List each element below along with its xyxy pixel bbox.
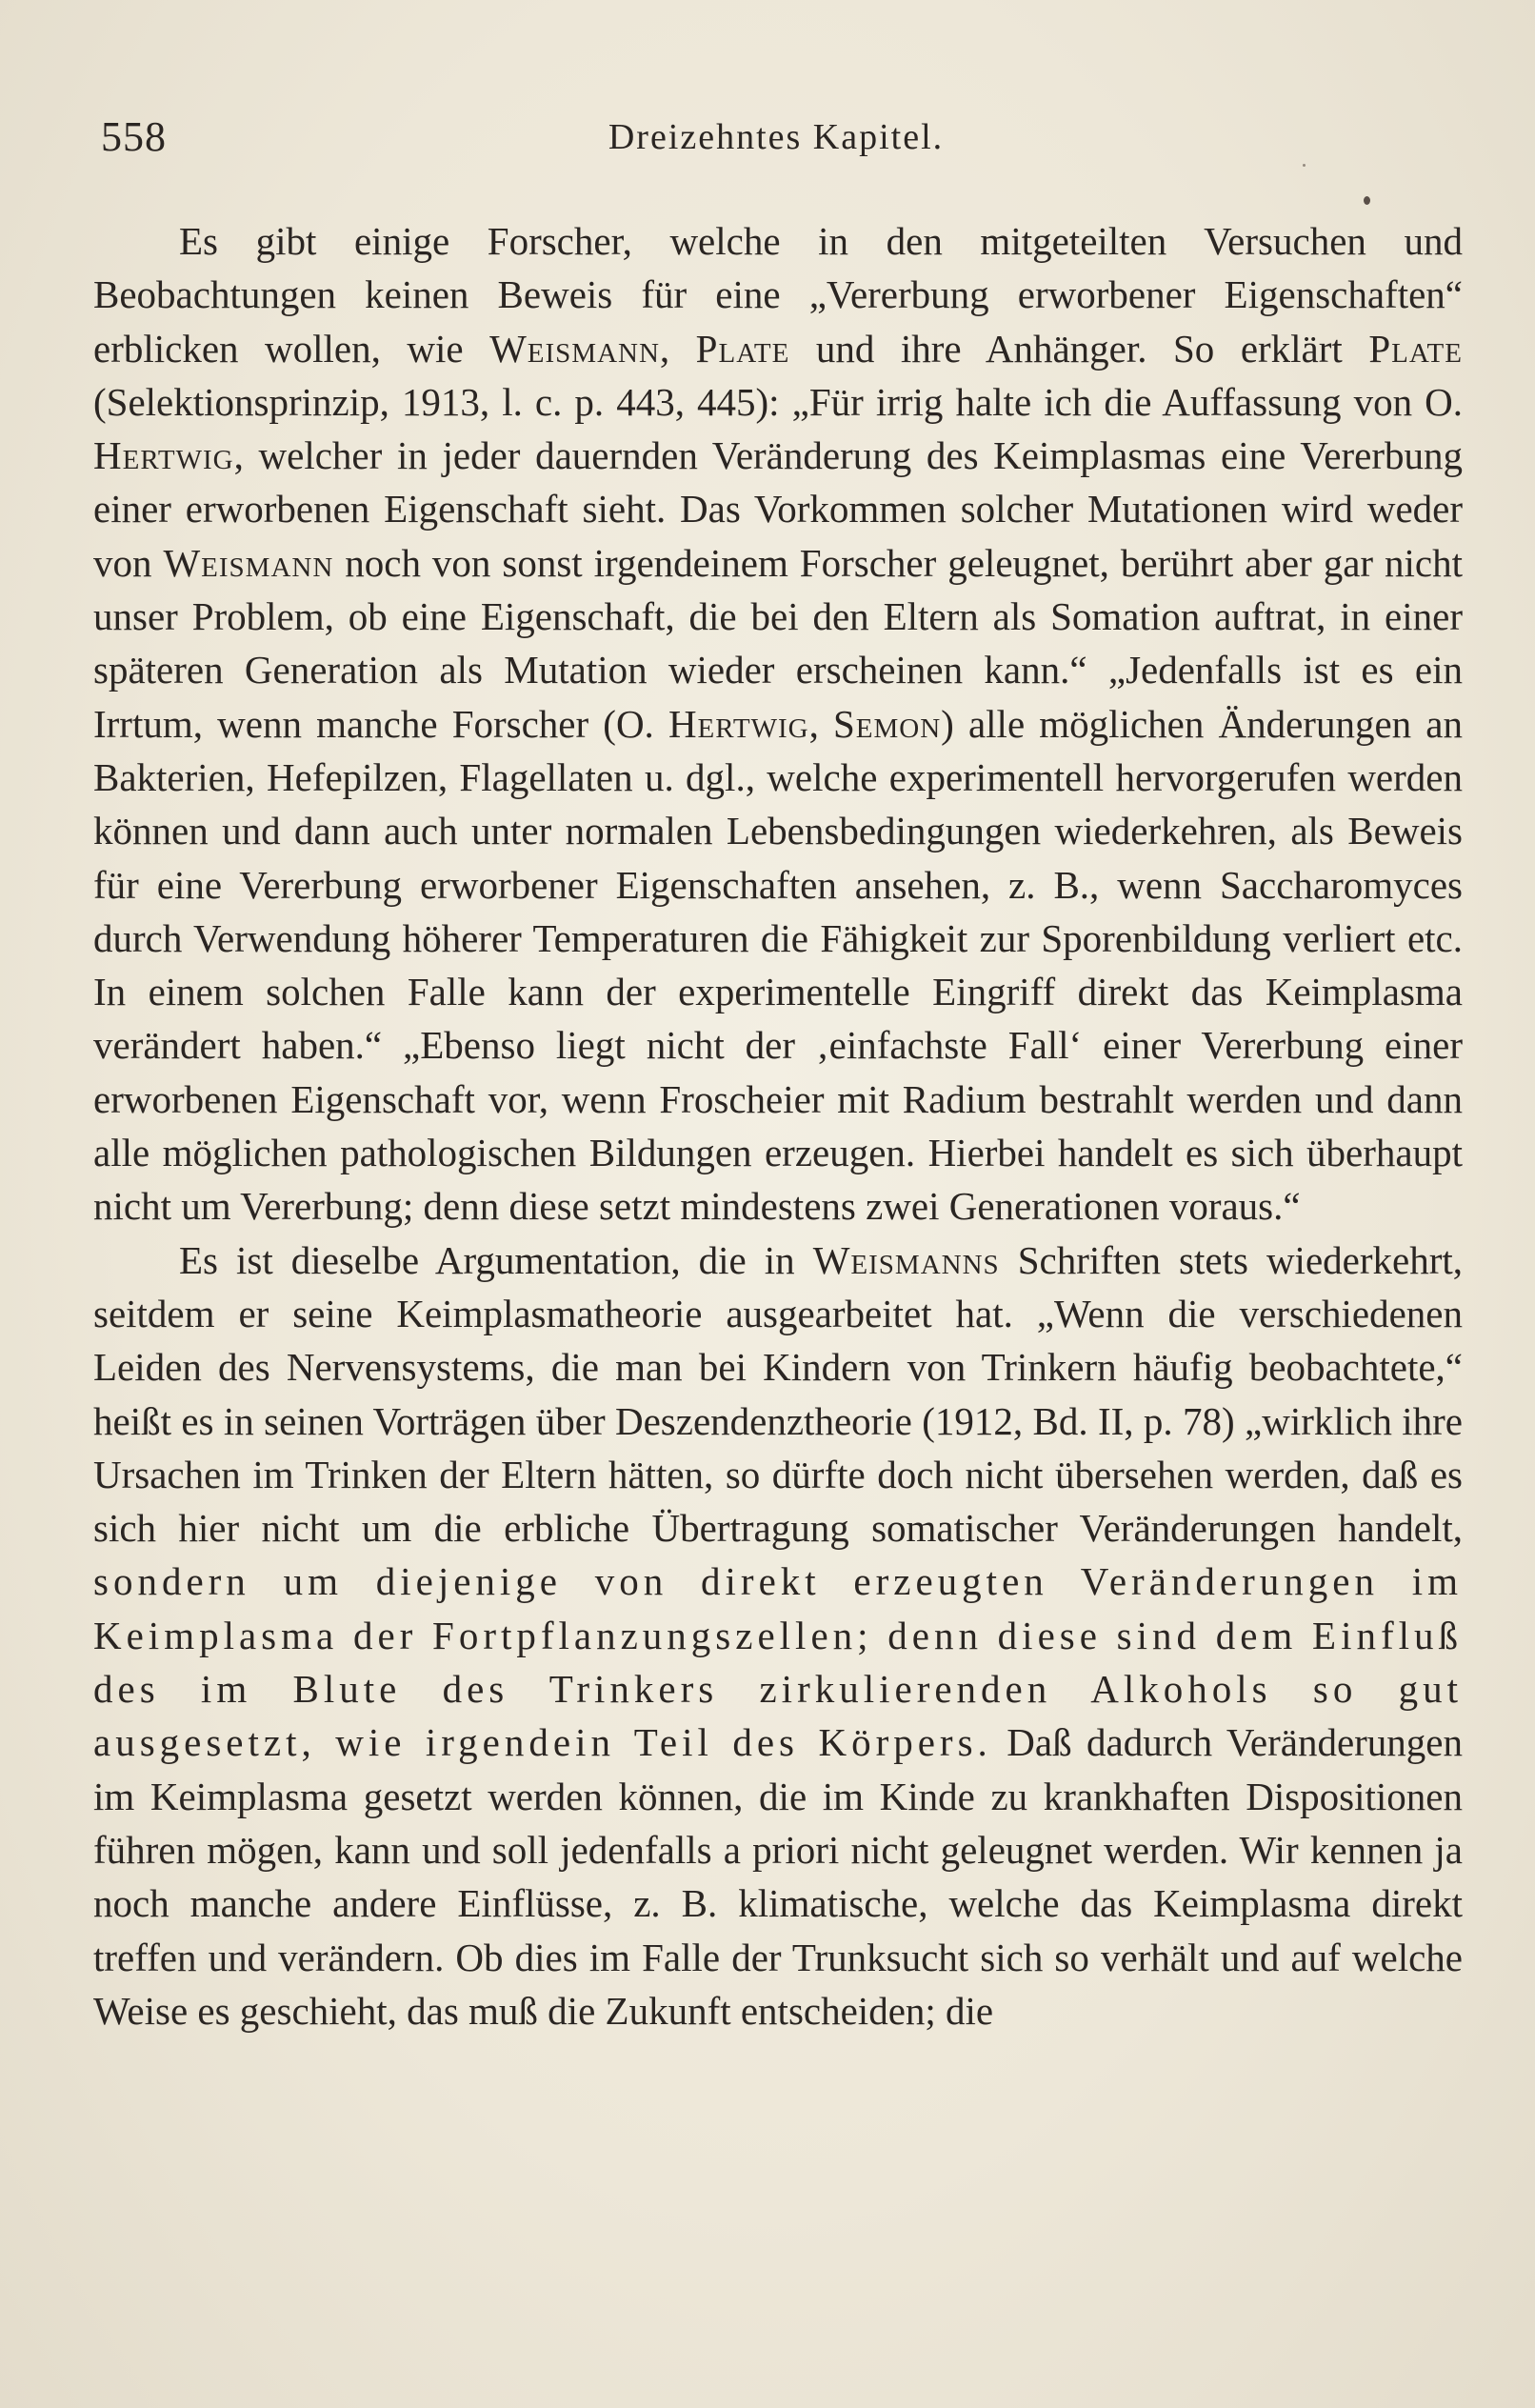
page-number: 558 xyxy=(101,113,167,160)
text-run: und ihre Anhänger. So erklärt xyxy=(789,326,1369,371)
text-run: , xyxy=(659,326,696,371)
author-name: Plate xyxy=(1368,326,1463,371)
ink-speck xyxy=(1364,196,1370,205)
author-name: Weismann xyxy=(163,540,334,585)
author-name: Weismann xyxy=(489,326,660,371)
text-run: ) alle möglichen Änderungen an Bakterien, Hefepilzen, Flagellaten u. dgl., welche experimentell hervorgerufen werden können und dann auch unter normalen Lebensbedingungen wiederkehren, als Beweis für eine Vererbung erworbener Eigenschaften ansehen, z. B., wenn Saccharomyces durch Verwendung höherer Temperaturen die Fähigkeit zur Sporenbildung verliert etc. In einem solchen Falle kann der experimentelle Eingriff direkt das Keimplasma verändert haben.“ „Ebenso liegt nicht der ‚einfachste Fall‘ einer Vererbung einer erworbenen Eigenschaft vor, wenn Froscheier mit Radium bestrahlt werden und dann alle möglichen pathologischen Bildungen erzeugen. Hierbei handelt es sich überhaupt nicht um Vererbung; denn diese setzt mindestens zwei Generationen voraus.“ xyxy=(93,701,1463,1229)
text-run: Schriften stets wiederkehrt, seitdem er seine Keimplasmatheorie ausgearbeitet hat. „Wenn die verschiedenen Leiden des Nervensystems, die man bei Kindern von Trinkern häufig beobachtete,“ heißt es in seinen Vorträgen über Deszendenztheorie (1912, Bd. II, p. 78) „wirklich ihre Ursachen im Trinken der Eltern hätten, so dürfte doch nicht übersehen werden, daß es sich hier nicht um die erbliche Übertragung somatischer Veränderungen handelt, xyxy=(93,1237,1463,1551)
text-run: (Selektionsprinzip, 1913, l. c. p. 443, 445): „Für irrig halte ich die Auffassung von O. xyxy=(93,379,1463,424)
page-header xyxy=(95,112,1457,170)
text-run: Es ist dieselbe Argumentation, die in xyxy=(179,1237,813,1282)
author-name: Plate xyxy=(695,326,790,371)
paragraph xyxy=(93,214,1463,1234)
running-head: Dreizehntes Kapitel. xyxy=(608,117,945,157)
text-run: Daß dadurch Veränderungen im Keimplasma gesetzt werden können, die im Kinde zu krankhaften Dispositionen führen mögen, kann und soll jedenfalls a priori nicht geleugnet werden. Wir kennen ja noch manche andere Einflüsse, z. B. klimatische, welche das Keimplasma direkt treffen und verändern. Ob dies im Falle der Trunksucht sich so verhält und auf welche Weise es geschieht, das muß die Zukunft entscheiden; die xyxy=(93,1720,1463,2033)
author-name: Semon xyxy=(832,701,942,746)
body-text xyxy=(93,214,1463,2037)
paragraph xyxy=(93,1234,1463,2037)
text-run: , welcher in jeder dauernden Veränderung des Keimplasmas eine Vererbung einer erworbenen Eigenschaft sieht. Das Vorkommen solcher Mutationen wird weder von xyxy=(93,433,1463,585)
text-run: , xyxy=(808,701,833,746)
ink-speck xyxy=(1303,164,1306,167)
author-name: Weismanns xyxy=(812,1237,1000,1282)
author-name: Hertwig xyxy=(93,433,234,478)
text-run: noch von sonst irgendeinem Forscher geleugnet, berührt aber gar nicht unser Problem, ob eine Eigenschaft, die bei den Eltern als Somation auftrat, in einer späteren Generation als Mutation wieder erscheinen kann.“ „Jedenfalls ist es ein Irrtum, wenn manche Forscher (O. xyxy=(93,540,1463,746)
text-run: Es gibt einige Forscher, welche in den mitgeteilten Versuchen und Beobachtungen keinen Beweis für eine „Vererbung erworbener Eigenschaften“ erblicken wollen, wie xyxy=(93,219,1463,371)
emphasized-quote: sondern um diejenige von direkt erzeugten Veränderungen im Keimplasma der Fortpflanzungszellen; denn diese sind dem Einfluß des im Blute des Trinkers zirkulierenden Alkohols so gut ausgesetzt, wie irgendein Teil des Körpers. xyxy=(93,1559,1463,1765)
author-name: Hertwig xyxy=(668,701,809,746)
